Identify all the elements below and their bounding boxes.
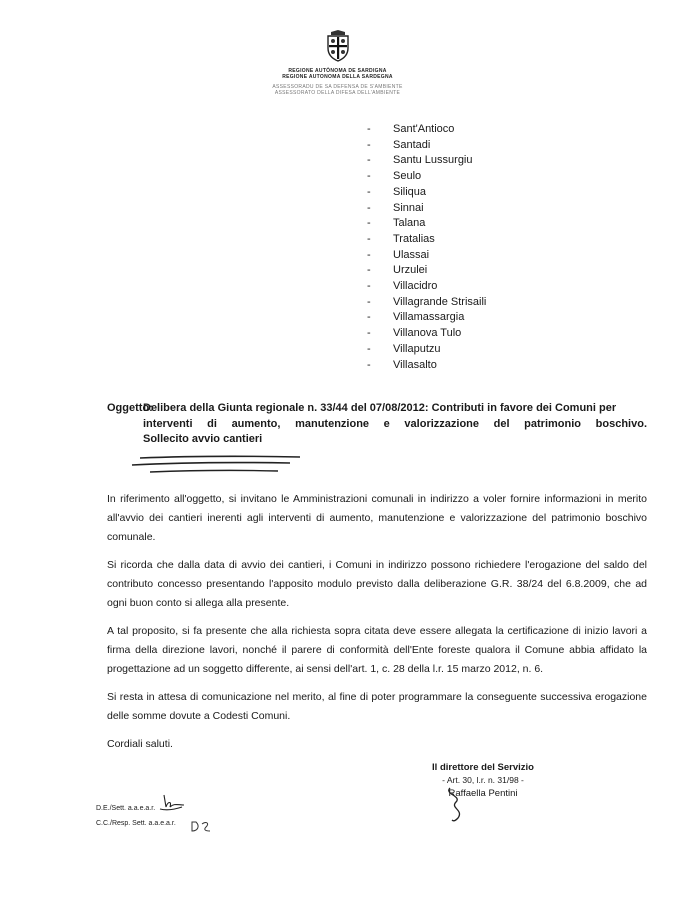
recipient-item: [367, 153, 486, 169]
recipient-name: Sant'Antioco: [393, 123, 455, 135]
list-bullet: -: [367, 170, 371, 183]
recipient-name: Villacidro: [393, 280, 438, 293]
subject-line-3: Sollecito avvio cantieri: [143, 433, 263, 445]
signatory-name: Raffaella Pentini: [448, 788, 518, 799]
list-bullet: -: [367, 327, 371, 340]
recipient-item: [367, 263, 486, 279]
list-bullet: -: [367, 185, 371, 198]
recipient-item: [367, 138, 486, 154]
subject-line-1: Delibera della Giunta regionale n. 33/44 del 07/08/2012: Contributi in favore dei Comuni per: [143, 402, 617, 414]
handwritten-initials: [190, 820, 212, 834]
recipient-name: Santu Lussurgiu: [393, 154, 473, 167]
recipient-item: [367, 248, 486, 264]
body-paragraph: In riferimento all'oggetto, si invitano le Amministrazioni comunali in indirizzo a voler fornire informazioni in merito all'avvio dei cantieri inerenti agli interventi di aumento, manutenzione e valorizzazione del patrimonio boschivo comunale.: [107, 493, 647, 543]
list-bullet: -: [367, 295, 371, 308]
sardinia-coat-of-arms-icon: [323, 28, 353, 62]
initials-line-2: C.C./Resp. Sett. a.a.e.a.r.: [96, 820, 176, 827]
closing-greeting: Cordiali saluti.: [107, 738, 173, 750]
list-bullet: -: [367, 123, 371, 135]
recipient-item: [367, 232, 486, 248]
subject-label: Oggetto:: [107, 402, 153, 414]
recipient-item: [367, 122, 486, 138]
signature-title: Il direttore del Servizio: [432, 762, 534, 773]
handwritten-signature: [442, 784, 472, 824]
recipient-list: [367, 122, 486, 373]
department-name-italian: ASSESSORATO DELLA DIFESA DELL'AMBIENTE: [274, 90, 401, 96]
list-bullet: -: [367, 138, 371, 151]
recipient-name: Tratalias: [393, 232, 435, 245]
subject-block: [107, 401, 647, 448]
body-paragraph: Si resta in attesa di comunicazione nel merito, al fine di poter programmare la conseguente successiva erogazione delle somme dovute a Codesti Comuni.: [107, 691, 647, 722]
handwritten-underline: [130, 455, 310, 477]
recipient-name: Talana: [393, 217, 426, 230]
list-bullet: -: [367, 280, 371, 293]
list-bullet: -: [367, 201, 371, 214]
list-bullet: -: [367, 154, 371, 167]
recipient-item: [367, 185, 486, 201]
list-bullet: -: [367, 311, 371, 324]
recipient-name: Seulo: [393, 170, 422, 183]
recipient-name: Villagrande Strisaili: [393, 295, 487, 308]
recipient-item: [367, 279, 486, 295]
signature-block: [418, 761, 548, 800]
recipient-item: [367, 326, 486, 342]
recipient-name: Sinnai: [393, 201, 424, 214]
list-bullet: -: [367, 358, 371, 371]
region-name-sardinian: REGIONE AUTÒNOMA DE SARDIGNA: [288, 68, 387, 74]
list-bullet: -: [367, 217, 371, 230]
signature-reference: - Art. 30, l.r. n. 31/98 -: [442, 775, 524, 785]
recipient-item: [367, 358, 486, 374]
recipient-name: Villamassargia: [393, 311, 465, 324]
list-bullet: -: [367, 342, 371, 355]
recipient-item: [367, 295, 486, 311]
recipient-item: [367, 310, 486, 326]
recipient-item: [367, 216, 486, 232]
letter-body: [107, 490, 647, 763]
handwritten-initials: [158, 793, 186, 813]
recipient-item: [367, 342, 486, 358]
letterhead: [0, 28, 675, 96]
recipient-name: Santadi: [393, 138, 431, 151]
list-bullet: -: [367, 264, 371, 277]
recipient-name: Villanova Tulo: [393, 327, 462, 340]
subject-line-2: interventi di aumento, manutenzione e valorizzazione del patrimonio boschivo.: [143, 417, 647, 430]
list-bullet: -: [367, 232, 371, 245]
recipient-name: Villaputzu: [393, 342, 441, 355]
recipient-name: Urzulei: [393, 264, 428, 277]
body-paragraph: A tal proposito, si fa presente che alla richiesta sopra citata deve essere allegata la certificazione di inizio lavori a firma della direzione lavori, nonché il parere di conformità dell'Ente foreste qualora il Comune abbia affidato la progettazione ad un soggetto differente, ai sensi dell'art. 1, c. 28 della l.r. 15 marzo 2012, n. 6.: [107, 625, 647, 675]
recipient-name: Ulassai: [393, 248, 430, 261]
recipient-name: Siliqua: [393, 185, 427, 198]
recipient-name: Villasalto: [393, 358, 437, 371]
list-bullet: -: [367, 248, 371, 261]
initials-line-1: D.E./Sett. a.a.e.a.r.: [96, 805, 156, 812]
recipient-item: [367, 169, 486, 185]
region-name-italian: REGIONE AUTONOMA DELLA SARDEGNA: [282, 74, 393, 80]
department-name-sardinian: ASSESSORADU DE SA DEFENSA DE S'AMBIENTE: [272, 84, 403, 90]
recipient-item: [367, 201, 486, 217]
body-paragraph: Si ricorda che dalla data di avvio dei cantieri, i Comuni in indirizzo possono richiedere l'erogazione del saldo del contributo concesso presentando l'apposito modulo previsto dalla deliberazione G.R. 38/24 del 6.8.2009, che ad ogni buon conto si allega alla presente.: [107, 559, 647, 609]
